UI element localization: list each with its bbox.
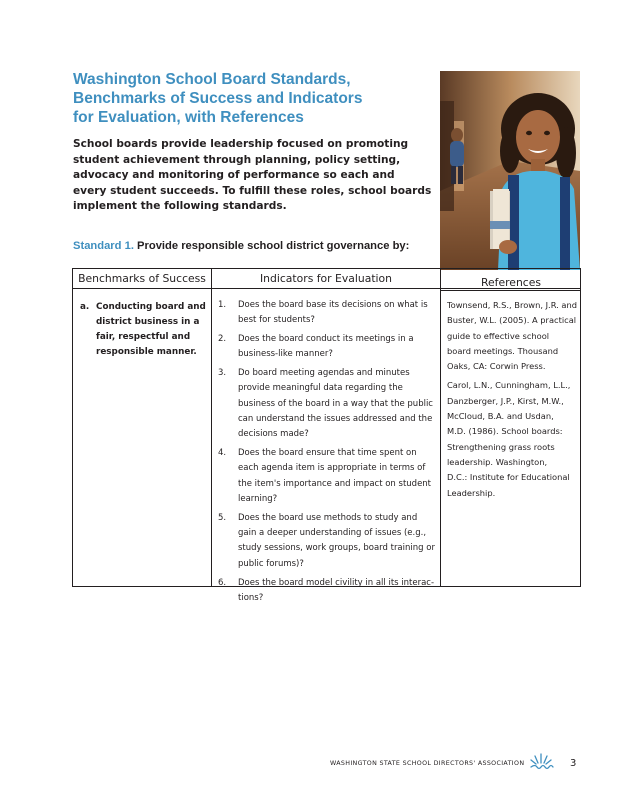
footer-organization: WASHINGTON STATE SCHOOL DIRECTORS' ASSOCIATION <box>330 760 525 767</box>
indicator-line: Do board meeting agendas and minutes <box>238 368 410 379</box>
reference-line: Buster, W.L. (2005). A practical <box>447 315 577 326</box>
indicator-line: business-like manner? <box>238 349 333 360</box>
indicator-number: 4. <box>218 448 227 459</box>
indicator-line: Does the board ensure that time spent on <box>238 448 417 459</box>
indicator-number: 3. <box>218 368 227 379</box>
benchmark-line: fair, respectful and <box>96 332 191 342</box>
header-indicators: Indicators for Evaluation <box>259 272 392 285</box>
intro-line: implement the following standards. <box>73 200 287 213</box>
standard-heading <box>73 240 453 252</box>
benchmark-line: district business in a <box>96 317 200 327</box>
indicator-line: learning? <box>238 494 278 505</box>
indicator-line: business of the board in a way that the public <box>238 398 433 409</box>
indicator-number: 5. <box>218 512 227 523</box>
student-photo <box>440 71 580 270</box>
header-benchmarks: Benchmarks of Success <box>78 272 206 285</box>
benchmark-label: a. <box>80 302 90 312</box>
indicator-number: 1. <box>218 300 227 310</box>
reference-line: M.D. (1986). School boards: <box>447 426 563 437</box>
indicator-item <box>217 576 437 607</box>
page-title <box>73 70 373 127</box>
standard-text: Provide responsible school district governance by: <box>137 240 410 252</box>
reference-line: guide to effective school <box>447 330 550 341</box>
intro-line: student achievement through planning, policy setting, <box>73 153 401 166</box>
reference-line: McCloud, B.A. and Usdan, <box>447 411 554 422</box>
reference-line: Carol, L.N., Cunningham, L.L., <box>447 380 571 391</box>
title-line: Washington School Board Standards, <box>73 71 351 88</box>
benchmark-line: responsible manner. <box>96 347 197 357</box>
indicator-line: public forums)? <box>238 558 304 569</box>
wssda-logo-icon <box>528 752 554 772</box>
title-line: Benchmarks of Success and Indicators <box>73 90 363 107</box>
reference-entry <box>447 378 579 500</box>
indicator-line: decisions made? <box>238 429 309 440</box>
indicator-line: Does the board model civility in all its interac- <box>238 577 435 588</box>
indicator-line: provide meaningful data regarding the <box>238 383 403 394</box>
reference-line: board meetings. Thousand <box>447 345 559 356</box>
indicator-item <box>217 446 437 507</box>
reference-line: leadership. Washington, <box>447 456 548 467</box>
intro-paragraph <box>73 137 432 215</box>
reference-line: D.C.: Institute for Educational <box>447 472 570 483</box>
indicator-line: Does the board use methods to study and <box>238 512 418 523</box>
reference-line: Strengthening grass roots <box>447 441 555 452</box>
indicator-item <box>217 366 437 442</box>
indicator-line: can understand the issues addressed and the <box>238 414 433 425</box>
indicator-line: study sessions, work groups, board training or <box>238 543 435 554</box>
indicator-item <box>217 511 437 572</box>
indicator-number: 6. <box>218 577 227 588</box>
reference-line: Leadership. <box>447 487 496 498</box>
indicator-line: each agenda item is appropriate in terms of <box>238 463 426 474</box>
header-references: References <box>481 276 541 289</box>
indicator-item <box>217 298 437 329</box>
standard-number: Standard 1. <box>73 240 134 252</box>
indicator-number: 2. <box>218 334 227 345</box>
indicators-cell <box>217 298 437 610</box>
reference-line: Danzberger, J.P., Kirst, M.W., <box>447 395 564 406</box>
header-rule <box>440 290 580 291</box>
indicator-line: Does the board conduct its meetings in a <box>238 334 414 345</box>
title-line: for Evaluation, with References <box>73 109 304 126</box>
indicator-line: tions? <box>238 592 264 603</box>
reference-entry <box>447 298 579 374</box>
indicator-line: gain a deeper understanding of issues (e.g., <box>238 528 427 539</box>
intro-line: advocacy and monitoring of performance so each and <box>73 169 395 182</box>
page-number: 3 <box>570 758 577 769</box>
reference-line: Oaks, CA: Corwin Press. <box>447 361 546 372</box>
benchmark-line: Conducting board and <box>96 302 206 312</box>
column-divider <box>211 269 212 586</box>
indicator-item <box>217 332 437 363</box>
standards-table <box>72 268 581 603</box>
intro-line: School boards provide leadership focused on promoting <box>73 138 409 150</box>
intro-line: every student succeeds. To fulfill these roles, school boards <box>73 184 432 197</box>
column-divider <box>440 269 441 586</box>
references-cell <box>447 298 579 505</box>
indicator-line: best for students? <box>238 315 315 326</box>
reference-line: Townsend, R.S., Brown, J.R. and <box>447 300 578 310</box>
indicator-line: Does the board base its decisions on what is <box>238 300 428 310</box>
indicator-line: the item's importance and impact on student <box>238 478 432 489</box>
